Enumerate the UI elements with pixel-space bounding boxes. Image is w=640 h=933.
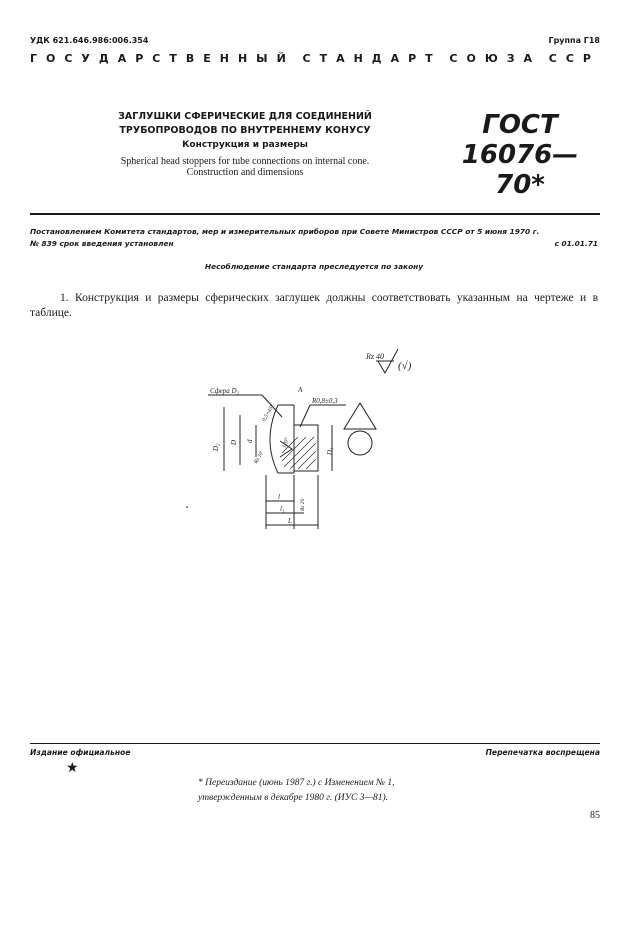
document-subtitle-ru: Конструкция и размеры: [182, 140, 308, 150]
violation-notice: Несоблюдение стандарта преследуется по закону: [204, 262, 424, 271]
gost-code: 16076—70*: [461, 140, 579, 200]
projection-circle: [348, 431, 372, 455]
dim-l1-label: l₁: [280, 505, 285, 513]
technical-drawing: [170, 345, 430, 535]
dim-l-label: l: [278, 493, 280, 501]
reissue-line-1: * Переиздание (июнь 1987 г.) с Изменением № 1,: [198, 778, 395, 788]
sphere-head-outline: [270, 405, 278, 473]
gost-number: [455, 110, 585, 200]
title-ru-line-1: ЗАГЛУШКИ СФЕРИЧЕСКИЕ ДЛЯ СОЕДИНЕНИЙ: [118, 111, 372, 122]
footer-rule: [30, 743, 600, 744]
banner-word-3: СОЮЗА: [449, 52, 542, 65]
shank-outline: [294, 425, 318, 471]
roughness-paren-label: (√): [398, 360, 412, 372]
angle-label: 120°: [281, 437, 291, 449]
document-title-ru: [100, 110, 390, 138]
rz20-label: Rz 20: [300, 498, 306, 511]
resolution-line-2: № 839 срок введения установлен: [30, 239, 174, 248]
section-a-label: A: [298, 386, 303, 394]
reprint-prohibited-label: Перепечатка воспрещена: [485, 748, 600, 757]
banner-word-4: ССР: [548, 52, 600, 65]
star-icon: ★: [66, 760, 79, 776]
chamfer-label: 0,5×45°: [261, 403, 276, 423]
title-en-line-2: Construction and dimensions: [186, 167, 304, 178]
projection-triangle: [344, 403, 376, 429]
gost-label: ГОСТ: [482, 110, 558, 140]
dim-d1-label: D₁: [326, 447, 334, 455]
rz10-label: Rz 10: [253, 451, 265, 465]
sphere-label: Сфера D₃: [210, 387, 240, 395]
dim-d-label: D: [230, 439, 238, 445]
title-ru-line-2: ТРУБОПРОВОДОВ ПО ВНУТРЕННЕМУ КОНУСУ: [119, 125, 371, 136]
reissue-line-2: утвержденным в декабре 1980 г. (ИУС 3—81).: [198, 793, 388, 803]
radius-label: R0,8±0,3: [312, 397, 338, 405]
resolution-line-1: Постановлением Комитета стандартов, мер и измерительных приборов при Совете Министров СССР от 5 июня 1970 г.: [30, 227, 540, 236]
udk-code: УДК 621.646.986:006.354: [30, 36, 149, 45]
state-standard-banner: [30, 52, 600, 65]
body-paragraph: 1. Конструкция и размеры сферических заглушек должны соответствовать указанным на чертеже и в таблице.: [30, 292, 598, 319]
page-number: 85: [590, 810, 600, 821]
title-en-line-1: Spherical head stoppers for tube connections on internal cone.: [120, 156, 370, 167]
dim-d-small-label: d: [246, 439, 254, 443]
radius-leader-2: [300, 405, 310, 427]
official-edition-label: Издание официальное: [30, 748, 131, 757]
resolution-text: [30, 226, 598, 250]
document-title-en: [95, 156, 395, 178]
dim-d2-label: D₂: [212, 443, 220, 451]
effective-date: с 01.01.71: [554, 239, 598, 248]
dim-L-label: L: [288, 517, 292, 525]
group-code: Группа Г18: [548, 36, 600, 45]
reissue-note: [198, 776, 448, 806]
roughness-main-label: Rz 40: [366, 352, 384, 361]
banner-word-1: ГОСУДАРСТВЕННЫЙ: [30, 52, 295, 65]
banner-word-2: СТАНДАРТ: [302, 52, 442, 65]
header-rule: [30, 213, 600, 215]
